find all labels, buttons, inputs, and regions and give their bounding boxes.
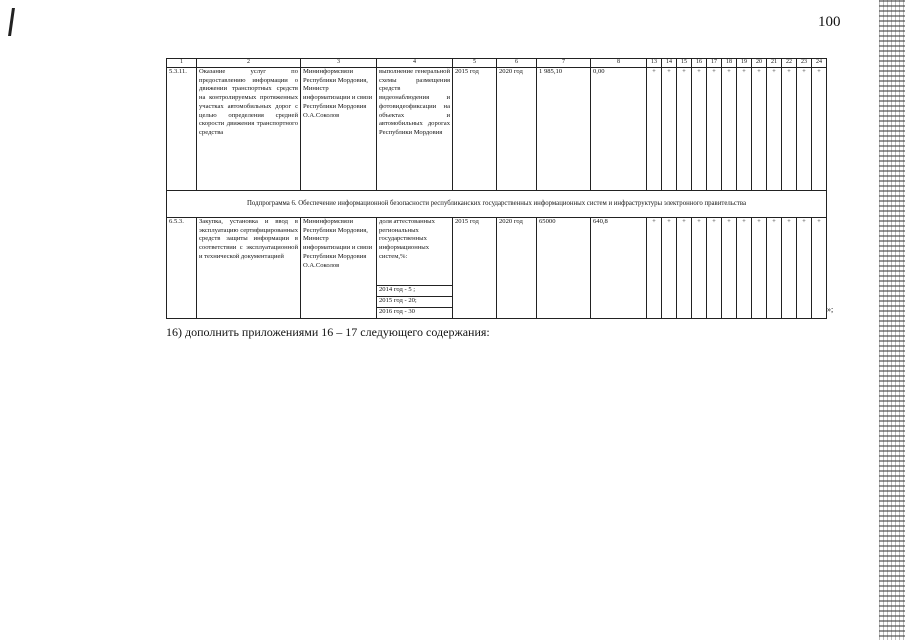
row-mark: + [662, 68, 677, 191]
row-start-year: 2015 год [453, 218, 497, 319]
col-header: 24 [812, 59, 827, 68]
row-mark: + [812, 218, 827, 319]
col-header: 8 [591, 59, 647, 68]
row-mark: + [797, 68, 812, 191]
col-header: 1 [167, 59, 197, 68]
col-header: 22 [782, 59, 797, 68]
row-end-year: 2020 год [497, 68, 537, 191]
indicator-year: 2014 год - 5 ; [377, 285, 452, 296]
row-mark: + [782, 218, 797, 319]
row-mark: + [782, 68, 797, 191]
row-mark: + [722, 68, 737, 191]
row-start-year: 2015 год [453, 68, 497, 191]
row-mark: + [767, 218, 782, 319]
row-mark: + [752, 218, 767, 319]
row-mark: + [677, 68, 692, 191]
col-header: 19 [737, 59, 752, 68]
scan-mark [8, 8, 15, 36]
row-mark: + [737, 218, 752, 319]
col-header: 5 [453, 59, 497, 68]
row-mark: + [797, 218, 812, 319]
row-number: 6.5.3. [167, 218, 197, 319]
row-mark: + [662, 218, 677, 319]
col-header: 17 [707, 59, 722, 68]
col-header: 23 [797, 59, 812, 68]
row-number: 5.3.11. [167, 68, 197, 191]
row-executor: Мининформсвязи Республики Мордовия, Министр информатизации и связи Республики Мордовия О.А.Соколов [301, 218, 377, 319]
row-mark: + [737, 68, 752, 191]
row-indicator: доля аттестованных региональных государственных информационных систем,%: [379, 218, 435, 260]
col-header: 3 [301, 59, 377, 68]
closing-quote: »; [827, 305, 834, 314]
row-mark: + [722, 218, 737, 319]
header-row [167, 59, 827, 68]
row-cost: 65000 [537, 218, 591, 319]
row-cost: 1 985,10 [537, 68, 591, 191]
row-mark: + [647, 68, 662, 191]
col-header: 18 [722, 59, 737, 68]
col-header: 13 [647, 59, 662, 68]
row-mark: + [752, 68, 767, 191]
table-row [167, 68, 827, 191]
row-mark: + [707, 218, 722, 319]
section-row [167, 191, 827, 218]
row-mark: + [692, 218, 707, 319]
subprogram-title: Подпрограмма 6. Обеспечение информационной безопасности республиканских государственных информационных систем и инфраструктуры электронного правительства [167, 191, 827, 218]
table-row [167, 218, 827, 319]
amendment-paragraph: 16) дополнить приложениями 16 – 17 следующего содержания: [166, 325, 490, 339]
row-indicator-cell [377, 218, 453, 319]
row-action: Закупка, установка и ввод в эксплуатацию сертифицированных средств защиты информации в соответствии с эксплуатационной и технической документацией [197, 218, 301, 319]
program-table [166, 58, 827, 319]
row-mark: + [812, 68, 827, 191]
col-header: 15 [677, 59, 692, 68]
row-value: 0,00 [591, 68, 647, 191]
row-value: 640,8 [591, 218, 647, 319]
col-header: 20 [752, 59, 767, 68]
indicator-year: 2016 год - 30 [377, 307, 452, 318]
row-end-year: 2020 год [497, 218, 537, 319]
col-header: 21 [767, 59, 782, 68]
row-mark: + [707, 68, 722, 191]
scan-edge-noise [879, 0, 905, 640]
row-action: Оказание услуг по предоставлению информации о движении транспортных средств на контролируемых протяженных участках автомобильных дорог с целью определения средней скорости движения транспортного средства [197, 68, 301, 191]
row-mark: + [692, 68, 707, 191]
page-number: 100 [818, 14, 841, 30]
col-header: 4 [377, 59, 453, 68]
col-header: 2 [197, 59, 301, 68]
row-indicator: выполнение генеральной схемы размещения средств видеонаблюдения и фотовидеофиксации на объектах и автомобильных дорогах Республики Мордовия [377, 68, 453, 191]
col-header: 6 [497, 59, 537, 68]
row-executor: Мининформсвязи Республики Мордовия, Министр информатизации и связи Республики Мордовия О.А.Соколов [301, 68, 377, 191]
indicator-year: 2015 год - 20; [377, 296, 452, 307]
col-header: 16 [692, 59, 707, 68]
row-mark: + [677, 218, 692, 319]
row-mark: + [767, 68, 782, 191]
row-mark: + [647, 218, 662, 319]
col-header: 7 [537, 59, 591, 68]
col-header: 14 [662, 59, 677, 68]
